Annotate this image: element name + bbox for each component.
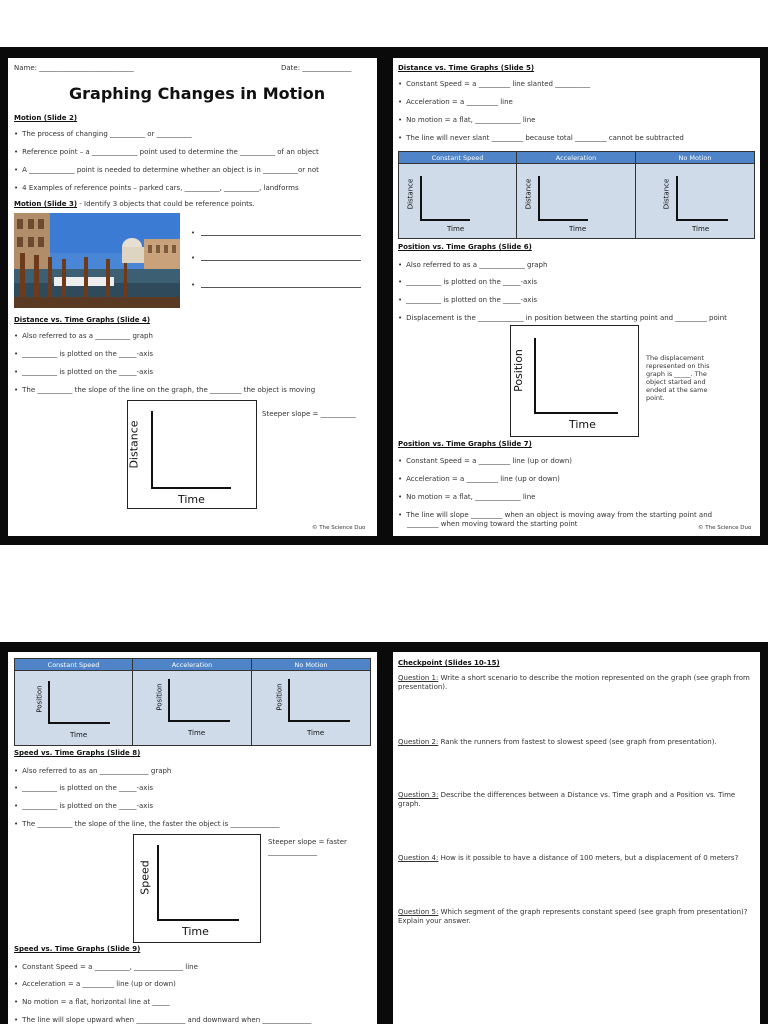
list-item: • The line will slope _________ when an object is moving away from the starting point and: [398, 511, 712, 520]
motion-item: • 4 Examples of reference points – parked cars, __________, __________, landforms: [14, 184, 299, 193]
motion3-line: [14, 200, 255, 209]
distance-item: • __________ is plotted on the _____-axis: [14, 350, 153, 359]
distance-item: • The __________ the slope of the line on the graph, the _________ the object is moving: [14, 386, 315, 395]
canal-photo: [14, 213, 180, 308]
y-axis: [157, 845, 159, 921]
x-axis: [151, 487, 231, 489]
footer: © The Science Duo: [312, 525, 366, 531]
list-item: • The line will never slant _________ because total _________ cannot be subtracted: [398, 134, 684, 143]
x-axis-label: Time: [447, 225, 465, 233]
x-axis: [48, 722, 110, 724]
worksheet-page-2: [393, 58, 760, 536]
motion3-heading: Motion (Slide 3): [14, 200, 78, 208]
y-axis: [534, 338, 536, 414]
y-axis-label: Distance: [127, 420, 141, 469]
y-axis-label: Distance: [406, 178, 415, 210]
y-axis: [420, 176, 422, 220]
x-axis: [538, 219, 588, 221]
table-cell: [399, 164, 517, 238]
x-axis: [676, 219, 728, 221]
question-label: Question 3:: [398, 791, 439, 799]
y-axis-label: Distance: [524, 178, 533, 210]
y-axis: [538, 176, 540, 220]
question-label: Question 1:: [398, 674, 439, 682]
x-axis-label: Time: [182, 925, 209, 938]
list-item: • __________ is plotted on the _____-axis: [14, 784, 153, 793]
y-axis-label: Speed: [138, 860, 152, 895]
canal-photo-art: [14, 213, 180, 308]
question-1: [398, 674, 753, 692]
y-axis-label: Position: [511, 349, 525, 392]
page-title: Graphing Changes in Motion: [69, 84, 326, 103]
list-item: • Also referred to as an ______________ graph: [14, 767, 171, 776]
motion-item: • Reference point – a _____________ point used to determine the __________ of an object: [14, 148, 319, 157]
worksheet-page-1: [8, 58, 377, 536]
x-axis-label: Time: [307, 729, 325, 737]
table-header: Acceleration: [133, 659, 252, 671]
bullet-dot: •: [191, 229, 196, 237]
distance-graph-table: [398, 151, 755, 239]
name-field[interactable]: Name: ___________________________: [14, 64, 134, 72]
question-label: Question 4:: [398, 854, 439, 862]
table-header: No Motion: [252, 659, 370, 671]
y-axis: [151, 411, 153, 489]
table-cell: [517, 164, 636, 238]
table-cell: [15, 671, 133, 745]
table-cell: [252, 671, 370, 745]
table-header: Constant Speed: [15, 659, 133, 671]
x-axis-label: Time: [692, 225, 710, 233]
date-field[interactable]: Date: ______________: [281, 64, 352, 72]
y-axis-label: Position: [35, 685, 44, 713]
question-label: Question 2:: [398, 738, 439, 746]
section-heading: Distance vs. Time Graphs (Slide 5): [398, 64, 535, 72]
list-item: • Acceleration = a _________ line (up or down): [398, 475, 560, 484]
table-cell: [133, 671, 252, 745]
y-axis-label: Position: [275, 683, 284, 711]
displacement-note: The displacement represented on this graph is _____. The object started and ended at the same point.: [646, 354, 710, 402]
speed-time-graph: [133, 834, 261, 943]
section-heading: Speed vs. Time Graphs (Slide 8): [14, 749, 141, 757]
bullet-dot: •: [191, 281, 196, 289]
question-label: Question 5:: [398, 908, 439, 916]
motion3-note: - Identify 3 objects that could be reference points.: [77, 200, 255, 208]
answer-line[interactable]: [201, 287, 361, 288]
x-axis-label: Time: [70, 731, 88, 739]
motion-item: • A _____________ point is needed to determine whether an object is in __________or not: [14, 166, 319, 175]
list-item: • Acceleration = a _________ line: [398, 98, 513, 107]
distance-item: • Also referred to as a __________ graph: [14, 332, 153, 341]
bullet-dot: •: [191, 254, 196, 262]
motion-heading: Motion (Slide 2): [14, 114, 78, 122]
table-header: Acceleration: [517, 152, 636, 164]
y-axis-label: Distance: [662, 178, 671, 210]
section-heading: Speed vs. Time Graphs (Slide 9): [14, 945, 141, 953]
list-item: • Acceleration = a _________ line (up or down): [14, 980, 176, 989]
distance-heading: Distance vs. Time Graphs (Slide 4): [14, 316, 151, 324]
answer-line[interactable]: [201, 235, 361, 236]
steeper-slope: Steeper slope = __________: [262, 410, 356, 418]
question-2: [398, 738, 753, 747]
list-item: • Displacement is the _____________ in position between the starting point and _________ point: [398, 314, 727, 323]
table-header: No Motion: [636, 152, 754, 164]
distance-item: • __________ is plotted on the _____-axis: [14, 368, 153, 377]
table-header: Constant Speed: [399, 152, 517, 164]
section-heading: Position vs. Time Graphs (Slide 7): [398, 440, 532, 448]
worksheet-page-4: [393, 652, 760, 1024]
y-axis: [168, 679, 170, 721]
list-item: • The line will slope upward when ______________ and downward when ______________: [14, 1016, 311, 1024]
question-5: [398, 908, 753, 926]
checkpoint-heading: Checkpoint (Slides 10-15): [398, 659, 500, 667]
question-3: [398, 791, 753, 809]
position-time-graph: [510, 325, 639, 437]
y-axis: [288, 679, 290, 721]
list-item: • Also referred to as a _____________ graph: [398, 261, 547, 270]
motion-item: • The process of changing __________ or __________: [14, 130, 192, 139]
x-axis: [168, 720, 230, 722]
x-axis: [157, 919, 239, 921]
worksheet-page-3: [8, 652, 377, 1024]
footer: © The Science Duo: [698, 525, 752, 531]
list-item: • Constant Speed = a _________ line slanted __________: [398, 80, 590, 89]
y-axis-label: Position: [155, 683, 164, 711]
list-item: • Constant Speed = a __________, ______________ line: [14, 963, 198, 972]
x-axis: [534, 412, 618, 414]
list-item: • __________ is plotted on the _____-axis: [14, 802, 153, 811]
x-axis: [420, 219, 470, 221]
question-4: [398, 854, 753, 863]
list-item: • No motion = a flat, _____________ line: [398, 493, 535, 502]
position-graph-table: [14, 658, 371, 746]
y-axis: [676, 176, 678, 220]
list-item: • __________ is plotted on the _____-axis: [398, 278, 537, 287]
x-axis-label: Time: [569, 418, 596, 431]
x-axis-label: Time: [569, 225, 587, 233]
x-axis-label: Time: [188, 729, 206, 737]
question-text: Describe the differences between a Distance vs. Time graph and a Position vs. Time graph.: [398, 791, 736, 808]
question-text: Rank the runners from fastest to slowest speed (see graph from presentation).: [438, 738, 717, 746]
list-item-continued: _________ when moving toward the starting point: [407, 520, 578, 528]
section-heading: Position vs. Time Graphs (Slide 6): [398, 243, 532, 251]
x-axis-label: Time: [178, 493, 205, 506]
question-text: How is it possible to have a distance of 100 meters, but a displacement of 0 meters?: [438, 854, 739, 862]
question-text: Write a short scenario to describe the motion represented on the graph (see graph from presentation).: [398, 674, 750, 691]
table-cell: [636, 164, 754, 238]
list-item: • Constant Speed = a _________ line (up or down): [398, 457, 572, 466]
list-item: • __________ is plotted on the _____-axis: [398, 296, 537, 305]
distance-time-graph: [127, 400, 257, 509]
question-text: Which segment of the graph represents constant speed (see graph from presentation)? Explain your answer.: [398, 908, 748, 925]
y-axis: [48, 681, 50, 723]
list-item: • No motion = a flat, horizontal line at _____: [14, 998, 170, 1007]
steeper-slope: Steeper slope = faster: [268, 838, 347, 846]
x-axis: [288, 720, 350, 722]
steeper-slope-blank[interactable]: ______________: [268, 848, 317, 856]
list-item: • No motion = a flat, _____________ line: [398, 116, 535, 125]
answer-line[interactable]: [201, 260, 361, 261]
list-item: • The __________ the slope of the line, the faster the object is ______________: [14, 820, 280, 829]
